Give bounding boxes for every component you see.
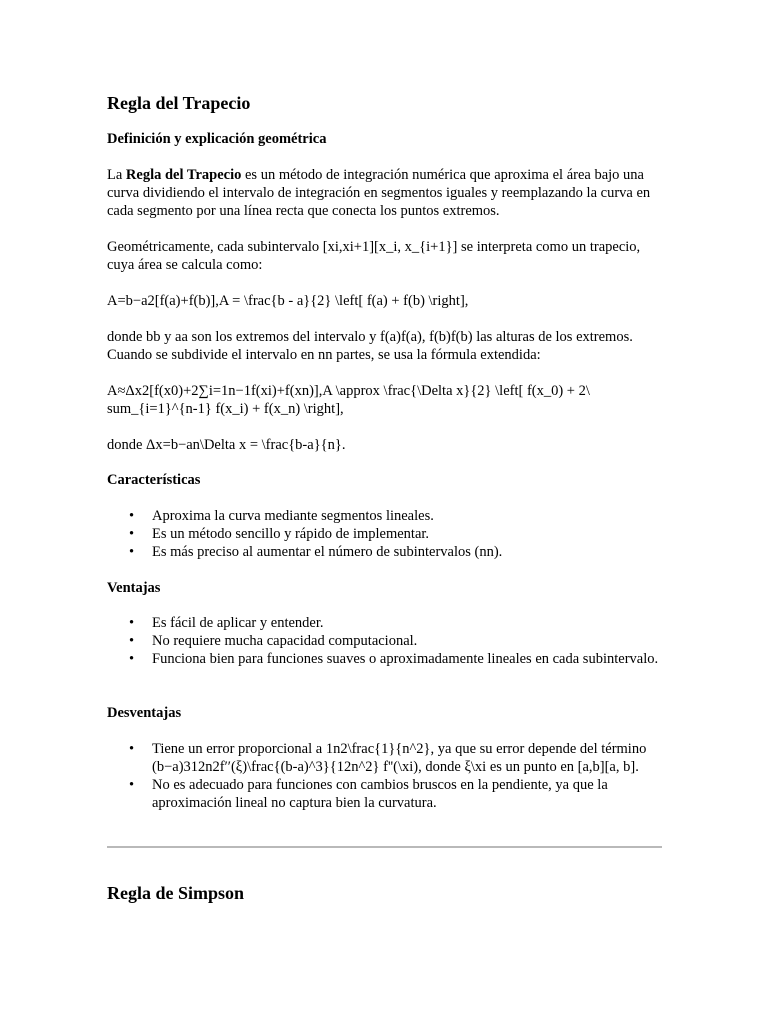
list-item-text: Es un método sencillo y rápido de implementar. bbox=[152, 526, 430, 542]
bullet-icon: • bbox=[129, 508, 135, 524]
section-title-trapecio: Regla del Trapecio bbox=[107, 93, 251, 113]
list-item bbox=[107, 614, 663, 632]
intro-rest: es un método de integración numérica que aproxima el área bajo una curva dividiendo el intervalo de integración en segmentos iguales y reemplazando la curva en cada segmento por una línea recta que conecta los puntos extremos. bbox=[107, 167, 651, 219]
list-item bbox=[107, 650, 663, 668]
section-title-simpson: Regla de Simpson bbox=[107, 883, 245, 903]
list-item bbox=[107, 740, 663, 776]
list-item bbox=[107, 776, 663, 812]
list-item-text: Es fácil de aplicar y entender. bbox=[152, 615, 324, 631]
list-item bbox=[107, 525, 663, 543]
bullet-icon: • bbox=[129, 526, 135, 542]
disadvantages-heading: Desventajas bbox=[107, 705, 182, 721]
list-item-text: Tiene un error proporcional a 1n2\frac{1}{n^2}, ya que su error depende del término (b−a)312n2f′′(ξ)\frac{(b-a)^3}{12n^2} f''(\xi), donde ξ\xi es un punto en [a,b][a, b]. bbox=[152, 741, 647, 775]
section-divider bbox=[107, 846, 662, 848]
list-item bbox=[107, 507, 663, 525]
bullet-icon: • bbox=[129, 544, 135, 560]
definition-heading: Definición y explicación geométrica bbox=[107, 131, 327, 147]
delta-definition: donde Δx=b−an\Delta x = \frac{b-a}{n}. bbox=[107, 437, 346, 453]
intro-prefix: La bbox=[107, 167, 126, 183]
bullet-icon: • bbox=[129, 741, 135, 757]
intro-bold-term: Regla del Trapecio bbox=[125, 167, 242, 183]
list-item-text: No es adecuado para funciones con cambios bruscos en la pendiente, ya que la aproximación lineal no captura bien la curvatura. bbox=[152, 777, 608, 811]
advantages-list bbox=[107, 614, 663, 668]
advantages-heading: Ventajas bbox=[107, 580, 161, 596]
bullet-icon: • bbox=[129, 633, 135, 649]
list-item-text: No requiere mucha capacidad computacional. bbox=[152, 633, 418, 649]
formula-basic: A=b−a2[f(a)+f(b)],A = \frac{b - a}{2} \left[ f(a) + f(b) \right], bbox=[107, 293, 469, 309]
bullet-icon: • bbox=[129, 651, 135, 667]
formula-extended: A≈Δx2[f(x0)+2∑i=1n−1f(xi)+f(xn)],A \approx \frac{\Delta x}{2} \left[ f(x_0) + 2\ sum_{i=1}^{n-1} f(x_i) + f(x_n) \right], bbox=[107, 383, 590, 417]
explanation-paragraph: donde bb y aa son los extremos del intervalo y f(a)f(a), f(b)f(b) las alturas de los extremos. Cuando se subdivide el intervalo en nn partes, se usa la fórmula extendida: bbox=[107, 329, 633, 363]
features-heading: Características bbox=[107, 472, 201, 488]
disadvantages-list bbox=[107, 740, 663, 812]
list-item bbox=[107, 632, 663, 650]
list-item-text: Aproxima la curva mediante segmentos lineales. bbox=[152, 508, 434, 524]
bullet-icon: • bbox=[129, 777, 135, 793]
geometric-paragraph: Geométricamente, cada subintervalo [xi,xi+1][x_i, x_{i+1}] se interpreta como un trapecio, cuya área se calcula como: bbox=[107, 239, 641, 273]
list-item-text: Es más preciso al aumentar el número de subintervalos (nn). bbox=[152, 544, 503, 560]
list-item-text: Funciona bien para funciones suaves o aproximadamente lineales en cada subintervalo. bbox=[152, 651, 659, 667]
intro-paragraph bbox=[107, 166, 663, 220]
features-list bbox=[107, 507, 663, 561]
list-item bbox=[107, 543, 663, 561]
bullet-icon: • bbox=[129, 615, 135, 631]
